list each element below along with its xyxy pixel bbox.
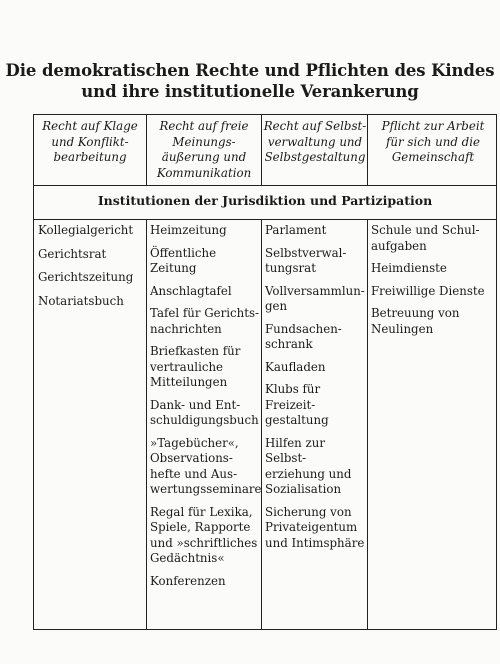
table-cell-item: Briefkasten für vertrauliche Mitteilungen xyxy=(150,344,241,389)
document-title xyxy=(0,60,500,102)
table-cell-item: Konferenzen xyxy=(150,573,226,588)
table-cell-item: Fundsachen- schrank xyxy=(265,321,342,351)
table-cell-item: Hilfen zur Selbst- erziehung und Sozialisation xyxy=(265,435,352,496)
table-cell-item: Öffentliche Zeitung xyxy=(150,245,217,275)
column-divider xyxy=(146,219,147,629)
column-divider xyxy=(261,219,262,629)
table-cell-item: »Tagebücher«, Observations- hefte und Aus- wertungsseminare xyxy=(150,435,262,496)
rights-table xyxy=(33,114,497,630)
column-divider xyxy=(261,115,262,185)
header-selbstverwaltung: Recht auf Selbst- verwaltung und Selbstgestaltung xyxy=(263,119,367,164)
table-cell-item: Notariatsbuch xyxy=(38,293,124,308)
table-cell-item: Betreuung von Neulingen xyxy=(371,306,460,336)
table-cell-item: Freiwillige Dienste xyxy=(371,283,485,298)
table-cell-item: Gerichtszeitung xyxy=(38,270,134,284)
table-cell-item: Vollversammlun- gen xyxy=(265,283,365,313)
table-cell-item: Parlament xyxy=(265,223,327,237)
header-meinungsaeusserung: Recht auf freie Meinungs- äußerung und Kommunikation xyxy=(156,119,252,180)
table-cell-item: Sicherung von Privateigentum und Intimsphäre xyxy=(265,504,365,550)
column-meinung xyxy=(150,223,260,596)
column-divider xyxy=(146,115,147,185)
column-klage xyxy=(38,223,144,317)
table-cell-item: Selbstverwal- tungsrat xyxy=(265,245,347,275)
table-cell-item: Heimzeitung xyxy=(150,223,227,237)
table-cell-item: Regal für Lexika, Spiele, Rapporte und »schriftliches Gedächtnis« xyxy=(150,504,258,565)
column-divider xyxy=(367,115,368,185)
column-selbstverwaltung xyxy=(265,223,365,558)
title-line-1: Die demokratischen Rechte und Pflichten des Kindes xyxy=(5,61,495,80)
column-divider xyxy=(367,219,368,629)
section-title: Institutionen der Jurisdiktion und Partizipation xyxy=(97,193,433,208)
table-cell-item: Klubs für Freizeit- gestaltung xyxy=(265,382,329,427)
header-pflicht-zur-arbeit: Pflicht zur Arbeit für sich und die Gemeinschaft xyxy=(381,119,485,164)
table-cell-item: Dank- und Ent- schuldigungsbuch xyxy=(150,397,259,427)
table-cell-item: Tafel für Gerichts- nachrichten xyxy=(150,306,260,336)
section-divider xyxy=(34,219,496,220)
table-cell-item: Anschlagtafel xyxy=(150,283,232,298)
table-cell-item: Schule und Schul- aufgaben xyxy=(371,223,480,253)
table-cell-item: Kaufladen xyxy=(265,359,326,374)
table-cell-item: Gerichtsrat xyxy=(38,246,107,261)
title-line-2: und ihre institutionelle Verankerung xyxy=(81,82,419,101)
header-recht-auf-klage: Recht auf Klage und Konflikt- bearbeitung xyxy=(42,119,138,164)
table-cell-item: Heimdienste xyxy=(371,261,447,275)
table-cell-item: Kollegialgericht xyxy=(38,223,134,237)
column-pflicht xyxy=(371,223,495,344)
header-divider xyxy=(34,185,496,186)
